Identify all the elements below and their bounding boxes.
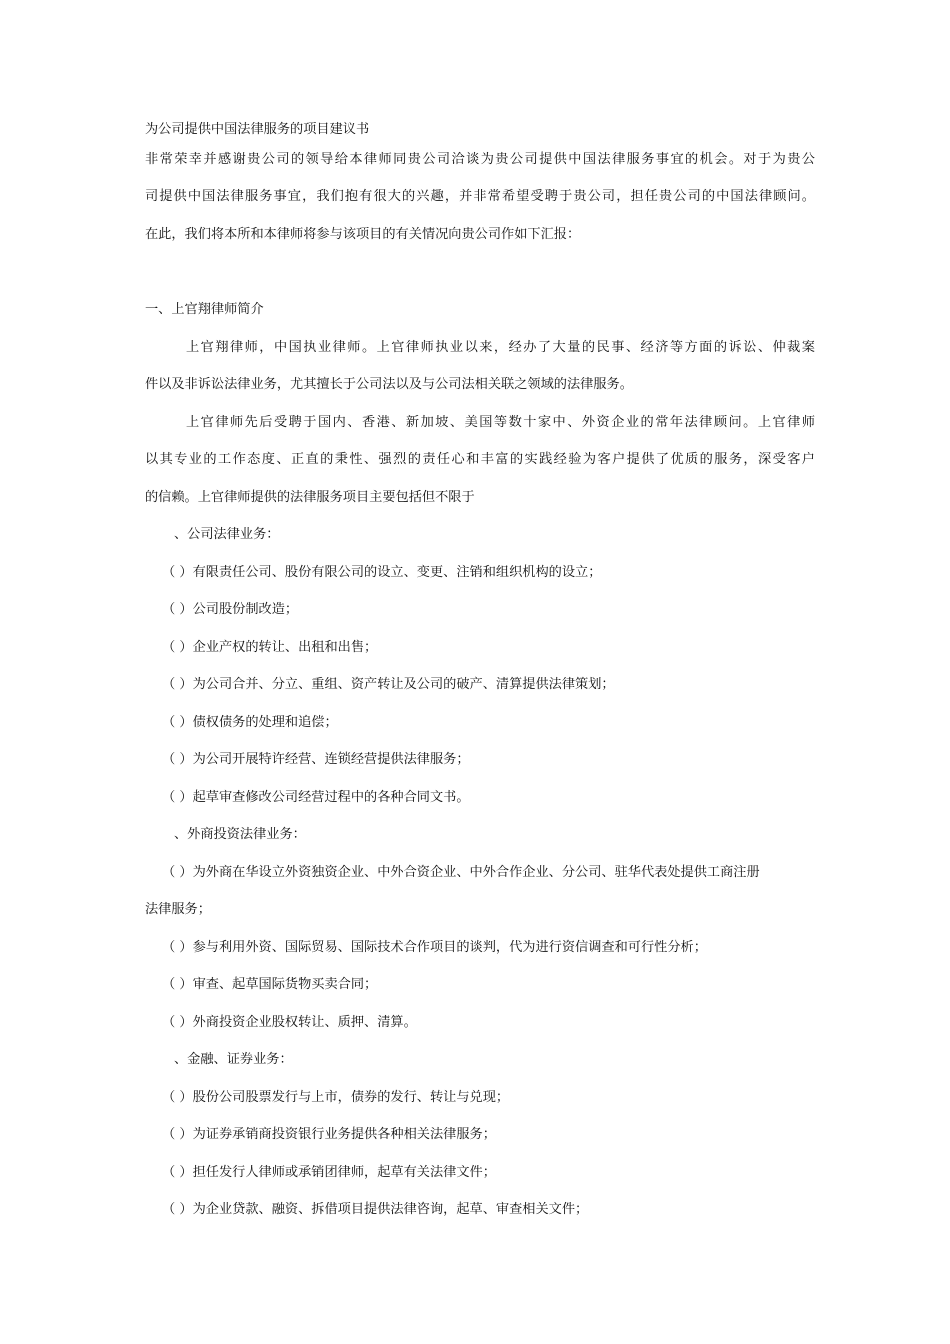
list-item: （ ）为公司开展特许经营、连锁经营提供法律服务； — [162, 752, 470, 767]
list-item: （ ）参与利用外资、国际贸易、国际技术合作项目的谈判，代为进行资信调查和可行性分析； — [162, 940, 707, 955]
list-item: （ ）为公司合并、分立、重组、资产转让及公司的破产、清算提供法律策划； — [162, 677, 615, 692]
list-item: （ ）为企业贷款、融资、拆借项目提供法律咨询，起草、审查相关文件； — [162, 1202, 589, 1217]
bio-para2-line-1: 上官律师先后受聘于国内、香港、新加坡、美国等数十家中、外资企业的常年法律顾问。上官律师 — [186, 415, 815, 430]
section-heading: 一、上官翔律师简介 — [145, 302, 264, 317]
intro-line-2: 司提供中国法律服务事宜，我们抱有很大的兴趣，并非常希望受聘于贵公司，担任贵公司的中国法律顾问。 — [145, 189, 815, 204]
bio-para1-line-2: 件以及非诉讼法律业务，尤其擅长于公司法以及与公司法相关联之领域的法律服务。 — [145, 377, 633, 392]
list-item: （ ）外商投资企业股权转让、质押、清算。 — [162, 1015, 417, 1030]
list-item: （ ）公司股份制改造； — [162, 602, 299, 617]
list-item: （ ）企业产权的转让、出租和出售； — [162, 640, 378, 655]
foreign-investment-heading: 、外商投资法律业务： — [174, 827, 306, 842]
list-item: （ ）审查、起草国际货物买卖合同； — [162, 977, 378, 992]
list-item: （ ）股份公司股票发行与上市，债券的发行、转让与兑现； — [162, 1090, 510, 1105]
document-title: 为公司提供中国法律服务的项目建议书 — [145, 122, 370, 137]
list-item: （ ）担任发行人律师或承销团律师，起草有关法律文件； — [162, 1165, 496, 1180]
list-item: （ ）为外商在华设立外资独资企业、中外合资企业、中外合作企业、分公司、驻华代表处提供工商注册 — [162, 865, 760, 880]
bio-para2-line-2: 以其专业的工作态度、正直的秉性、强烈的责任心和丰富的实践经验为客户提供了优质的服务，深受客户 — [145, 452, 815, 467]
finance-securities-heading: 、金融、证券业务： — [174, 1052, 293, 1067]
intro-line-1: 非常荣幸并感谢贵公司的领导给本律师同贵公司洽谈为贵公司提供中国法律服务事宜的机会。对于为贵公 — [145, 152, 815, 167]
list-item: （ ）为证券承销商投资银行业务提供各种相关法律服务； — [162, 1127, 496, 1142]
bio-para2-line-3: 的信赖。上官律师提供的法律服务项目主要包括但不限于 — [145, 490, 475, 505]
list-item-continuation: 法律服务； — [145, 902, 211, 917]
list-item: （ ）起草审查修改公司经营过程中的各种合同文书。 — [162, 790, 470, 805]
list-item: （ ）债权债务的处理和追偿； — [162, 715, 338, 730]
list-item: （ ）有限责任公司、股份有限公司的设立、变更、注销和组织机构的设立； — [162, 565, 602, 580]
bio-para1-line-1: 上官翔律师，中国执业律师。上官律师执业以来，经办了大量的民事、经济等方面的诉讼、仲裁案 — [186, 340, 815, 355]
intro-line-3: 在此，我们将本所和本律师将参与该项目的有关情况向贵公司作如下汇报： — [145, 227, 581, 242]
corporate-heading: 、公司法律业务： — [174, 527, 280, 542]
